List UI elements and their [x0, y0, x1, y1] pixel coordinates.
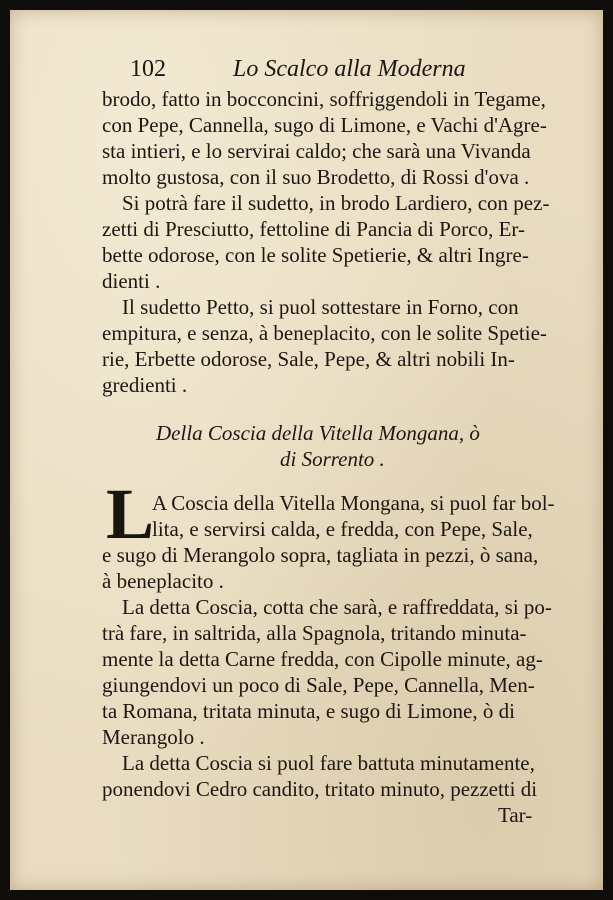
- text-line: e sugo di Merangolo sopra, tagliata in pezzi, ò sana,: [102, 543, 539, 567]
- text-line: mente la detta Carne fredda, con Cipolle minute, ag-: [102, 647, 543, 671]
- text-line: gredienti .: [102, 373, 188, 397]
- text-line: à beneplacito .: [102, 569, 224, 593]
- text-line: A Coscia della Vitella Mongana, si puol far bol-: [152, 491, 555, 515]
- text-line: La detta Coscia, cotta che sarà, e raffreddata, si po-: [122, 595, 552, 619]
- text-line: dienti .: [102, 269, 161, 293]
- text-line: bette odorose, con le solite Spetierie, & altri Ingre-: [102, 243, 529, 267]
- text-line: lita, e servirsi calda, e fredda, con Pepe, Sale,: [152, 517, 533, 541]
- text-line: ponendovi Cedro candito, tritato minuto, pezzetti di: [102, 777, 538, 801]
- book-page: [10, 10, 603, 890]
- text-line: giungendovi un poco di Sale, Pepe, Cannella, Men-: [102, 673, 535, 697]
- text-line: con Pepe, Cannella, sugo di Limone, e Vachi d'Agre-: [102, 113, 547, 137]
- catchword: Tar-: [498, 803, 533, 827]
- running-title: Lo Scalco alla Moderna: [233, 56, 466, 82]
- page-number: 102: [130, 56, 166, 82]
- section-heading: Della Coscia della Vitella Mongana, ò: [156, 421, 480, 445]
- text-line: sta intieri, e lo servirai caldo; che sarà una Vivanda: [102, 139, 531, 163]
- text-line: trà fare, in saltrida, alla Spagnola, tritando minuta-: [102, 621, 527, 645]
- text-line: La detta Coscia si puol fare battuta minutamente,: [122, 751, 535, 775]
- drop-cap: L: [106, 474, 155, 554]
- running-header: [130, 54, 470, 84]
- text-line: Il sudetto Petto, si puol sottestare in Forno, con: [122, 295, 519, 319]
- text-line: ta Romana, tritata minuta, e sugo di Limone, ò di: [102, 699, 515, 723]
- text-line: Si potrà fare il sudetto, in brodo Lardiero, con pez-: [122, 191, 550, 215]
- text-line: Merangolo .: [102, 725, 205, 749]
- text-line: molto gustosa, con il suo Brodetto, di Rossi d'ova .: [102, 165, 530, 189]
- text-line: empitura, e senza, à beneplacito, con le solite Spetie-: [102, 321, 547, 345]
- section-heading-continued: di Sorrento .: [280, 447, 385, 471]
- text-line: zetti di Presciutto, fettoline di Pancia di Porco, Er-: [102, 217, 525, 241]
- text-line: brodo, fatto in bocconcini, soffriggendoli in Tegame,: [102, 87, 546, 111]
- text-line: rie, Erbette odorose, Sale, Pepe, & altri nobili In-: [102, 347, 515, 371]
